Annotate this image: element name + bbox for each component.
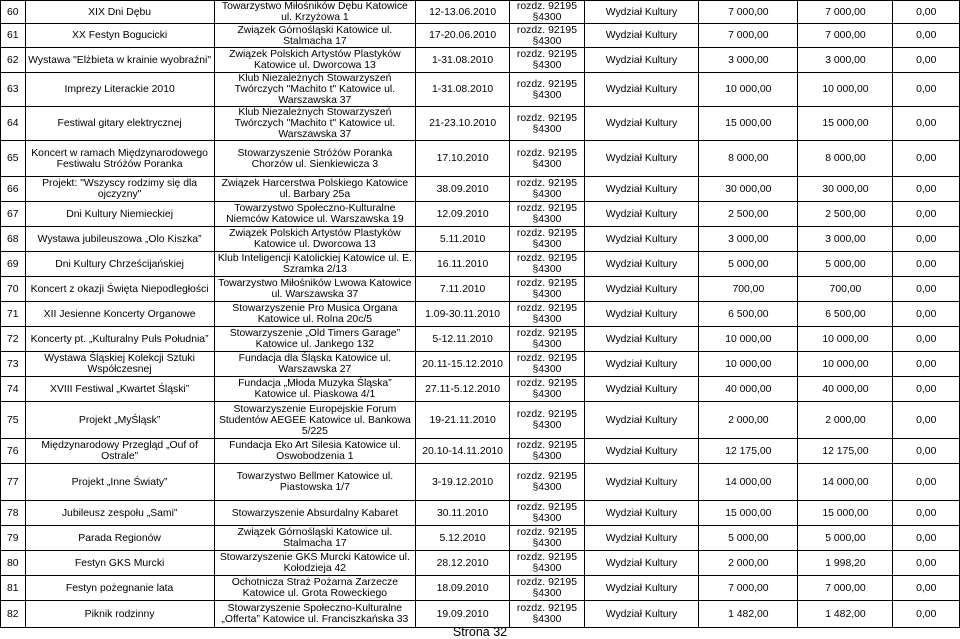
paragraph-code: §4300 xyxy=(532,264,562,275)
department: Wydział Kultury xyxy=(584,202,699,227)
paragraph-code: §4300 xyxy=(532,35,562,47)
organizer: Towarzystwo Bellmer Katowice ul. Piastowska 1/7 xyxy=(214,464,415,501)
grant-amount: 5 000,00 xyxy=(699,252,798,277)
chapter-code: rozdz. 92195 xyxy=(516,303,577,314)
returned-amount: 0,00 xyxy=(893,141,960,177)
chapter-code: rozdz. 92195 xyxy=(516,328,577,339)
organizer: Klub Niezależnych Stowarzyszeń Twórczych "Machito t" Katowice ul. Warszawska 37 xyxy=(214,107,415,141)
table-row xyxy=(1,526,960,551)
table-row xyxy=(1,227,960,252)
paragraph-code: §4300 xyxy=(532,60,562,71)
event-name: XIX Dni Dębu xyxy=(25,1,214,24)
chapter-code: rozdz. 92195 xyxy=(516,49,577,60)
budget-chapter xyxy=(510,352,585,377)
returned-amount: 0,00 xyxy=(893,277,960,302)
event-date: 1.09-30.11.2010 xyxy=(416,302,510,327)
budget-chapter xyxy=(510,1,585,24)
settled-amount: 3 000,00 xyxy=(798,48,893,73)
organizer: Klub Niezależnych Stowarzyszeń Twórczych "Machito t" Katowice ul. Warszawska 37 xyxy=(214,73,415,107)
returned-amount: 0,00 xyxy=(893,377,960,402)
organizer: Fundacja „Młoda Muzyka Śląska” Katowice ul. Piaskowa 4/1 xyxy=(214,377,415,402)
returned-amount: 0,00 xyxy=(893,551,960,576)
paragraph-code: §4300 xyxy=(532,314,562,325)
event-name: Koncert z okazji Święta Niepodległości xyxy=(25,277,214,302)
settled-amount: 7 000,00 xyxy=(798,1,893,24)
budget-chapter xyxy=(510,141,585,177)
settled-amount: 40 000,00 xyxy=(798,377,893,402)
event-name: Koncerty pt. „Kulturalny Puls Południa” xyxy=(25,327,214,352)
event-date: 19.09.2010 xyxy=(416,601,510,628)
grant-amount: 40 000,00 xyxy=(699,377,798,402)
settled-amount: 15 000,00 xyxy=(798,107,893,141)
chapter-code: rozdz. 92195 xyxy=(516,502,577,513)
event-name: XX Festyn Bogucicki xyxy=(25,24,214,48)
event-name: Projekt „Inne Światy” xyxy=(25,464,214,501)
grant-amount: 3 000,00 xyxy=(699,48,798,73)
event-date: 3-19.12.2010 xyxy=(416,464,510,501)
budget-chapter xyxy=(510,576,585,601)
budget-chapter xyxy=(510,464,585,501)
event-date: 21-23.10.2010 xyxy=(416,107,510,141)
organizer: Stowarzyszenie Absurdalny Kabaret xyxy=(214,501,415,526)
department: Wydział Kultury xyxy=(584,551,699,576)
budget-chapter xyxy=(510,24,585,48)
budget-chapter xyxy=(510,601,585,628)
event-date: 5.12.2010 xyxy=(416,526,510,551)
budget-chapter xyxy=(510,327,585,352)
grant-amount: 14 000,00 xyxy=(699,464,798,501)
event-name: Projekt: "Wszyscy rodzimy się dla ojczyzny" xyxy=(25,177,214,202)
department: Wydział Kultury xyxy=(584,352,699,377)
paragraph-code: §4300 xyxy=(532,214,562,225)
table-row xyxy=(1,464,960,501)
organizer: Klub Inteligencji Katolickiej Katowice ul. E. Szramka 2/13 xyxy=(214,252,415,277)
grant-amount: 7 000,00 xyxy=(699,24,798,48)
department: Wydział Kultury xyxy=(584,24,699,48)
event-date: 20.10-14.11.2010 xyxy=(416,439,510,464)
table-row xyxy=(1,302,960,327)
chapter-code: rozdz. 92195 xyxy=(516,603,577,614)
paragraph-code: §4300 xyxy=(532,420,562,431)
settled-amount: 7 000,00 xyxy=(798,576,893,601)
settled-amount: 1 998,20 xyxy=(798,551,893,576)
event-date: 19-21.11.2010 xyxy=(416,402,510,439)
event-name: Dni Kultury Niemieckiej xyxy=(25,202,214,227)
row-number: 62 xyxy=(1,48,26,73)
paragraph-code: §4300 xyxy=(532,538,562,549)
table-row xyxy=(1,24,960,48)
grant-amount: 7 000,00 xyxy=(699,576,798,601)
budget-chapter xyxy=(510,277,585,302)
chapter-code: rozdz. 92195 xyxy=(516,278,577,289)
settled-amount: 2 500,00 xyxy=(798,202,893,227)
department: Wydział Kultury xyxy=(584,48,699,73)
organizer: Związek Harcerstwa Polskiego Katowice ul. Barbary 25a xyxy=(214,177,415,202)
department: Wydział Kultury xyxy=(584,1,699,24)
returned-amount: 0,00 xyxy=(893,601,960,628)
department: Wydział Kultury xyxy=(584,141,699,177)
organizer: Stowarzyszenie Stróżów Poranka Chorzów ul. Sienkiewicza 3 xyxy=(214,141,415,177)
grant-amount: 700,00 xyxy=(699,277,798,302)
settled-amount: 3 000,00 xyxy=(798,227,893,252)
table-row xyxy=(1,1,960,24)
event-name: Dni Kultury Chrześcijańskiej xyxy=(25,252,214,277)
row-number: 65 xyxy=(1,141,26,177)
row-number: 75 xyxy=(1,402,26,439)
table-row xyxy=(1,202,960,227)
grant-amount: 2 000,00 xyxy=(699,402,798,439)
organizer: Towarzystwo Miłośników Dębu Katowice ul. Krzyżowa 1 xyxy=(214,1,415,24)
row-number: 66 xyxy=(1,177,26,202)
settled-amount: 8 000,00 xyxy=(798,141,893,177)
event-date: 17-20.06.2010 xyxy=(416,24,510,48)
grant-amount: 10 000,00 xyxy=(699,352,798,377)
event-date: 12-13.06.2010 xyxy=(416,1,510,24)
table-row xyxy=(1,576,960,601)
table-row xyxy=(1,402,960,439)
table-row xyxy=(1,327,960,352)
organizer: Związek Górnośląski Katowice ul. Stalmacha 17 xyxy=(214,526,415,551)
chapter-code: rozdz. 92195 xyxy=(516,78,577,90)
event-name: Festyn pożegnanie lata xyxy=(25,576,214,601)
table-row xyxy=(1,377,960,402)
returned-amount: 0,00 xyxy=(893,73,960,107)
chapter-code: rozdz. 92195 xyxy=(516,178,577,189)
row-number: 76 xyxy=(1,439,26,464)
paragraph-code: §4300 xyxy=(532,339,562,350)
event-name: Festiwal gitary elektrycznej xyxy=(25,107,214,141)
event-date: 18.09.2010 xyxy=(416,576,510,601)
chapter-code: rozdz. 92195 xyxy=(516,147,577,159)
event-date: 17.10.2010 xyxy=(416,141,510,177)
row-number: 73 xyxy=(1,352,26,377)
event-date: 28.12.2010 xyxy=(416,551,510,576)
settled-amount: 14 000,00 xyxy=(798,464,893,501)
event-name: Międzynarodowy Przegląd „Ouf of Ostrale” xyxy=(25,439,214,464)
budget-chapter xyxy=(510,439,585,464)
organizer: Stowarzyszenie Pro Musica Organa Katowice ul. Rolna 20c/5 xyxy=(214,302,415,327)
grant-amount: 15 000,00 xyxy=(699,107,798,141)
organizer: Związek Polskich Artystów Plastyków Katowice ul. Dworcowa 13 xyxy=(214,48,415,73)
organizer: Fundacja Eko Art Silesia Katowice ul. Oswobodzenia 1 xyxy=(214,439,415,464)
chapter-code: rozdz. 92195 xyxy=(516,228,577,239)
event-date: 5-12.11.2010 xyxy=(416,327,510,352)
event-date: 27.11-5.12.2010 xyxy=(416,377,510,402)
event-name: Festyn GKS Murcki xyxy=(25,551,214,576)
budget-chapter xyxy=(510,501,585,526)
grant-amount: 1 482,00 xyxy=(699,601,798,628)
event-date: 30.11.2010 xyxy=(416,501,510,526)
grant-amount: 2 500,00 xyxy=(699,202,798,227)
grant-amount: 10 000,00 xyxy=(699,73,798,107)
chapter-code: rozdz. 92195 xyxy=(516,440,577,451)
organizer: Stowarzyszenie Europejskie Forum Studentów AEGEE Katowice ul. Bankowa 5/225 xyxy=(214,402,415,439)
department: Wydział Kultury xyxy=(584,227,699,252)
row-number: 69 xyxy=(1,252,26,277)
table-row xyxy=(1,252,960,277)
organizer: Fundacja dla Śląska Katowice ul. Warszawska 27 xyxy=(214,352,415,377)
chapter-code: rozdz. 92195 xyxy=(516,353,577,364)
grant-amount: 3 000,00 xyxy=(699,227,798,252)
department: Wydział Kultury xyxy=(584,177,699,202)
department: Wydział Kultury xyxy=(584,501,699,526)
row-number: 61 xyxy=(1,24,26,48)
returned-amount: 0,00 xyxy=(893,439,960,464)
chapter-code: rozdz. 92195 xyxy=(516,577,577,588)
chapter-code: rozdz. 92195 xyxy=(516,203,577,214)
settled-amount: 30 000,00 xyxy=(798,177,893,202)
budget-chapter xyxy=(510,177,585,202)
chapter-code: rozdz. 92195 xyxy=(516,112,577,124)
chapter-code: rozdz. 92195 xyxy=(516,253,577,264)
event-date: 1-31.08.2010 xyxy=(416,73,510,107)
paragraph-code: §4300 xyxy=(532,289,562,300)
event-name: XVIII Festiwal „Kwartet Śląski” xyxy=(25,377,214,402)
chapter-code: rozdz. 92195 xyxy=(516,552,577,563)
budget-chapter xyxy=(510,227,585,252)
row-number: 60 xyxy=(1,1,26,24)
paragraph-code: §4300 xyxy=(532,89,562,101)
department: Wydział Kultury xyxy=(584,73,699,107)
paragraph-code: §4300 xyxy=(532,158,562,170)
table-row xyxy=(1,439,960,464)
row-number: 64 xyxy=(1,107,26,141)
event-name: Jubileusz zespołu „Sami” xyxy=(25,501,214,526)
settled-amount: 10 000,00 xyxy=(798,352,893,377)
organizer: Towarzystwo Społeczno-Kulturalne Niemców Katowice ul. Warszawska 19 xyxy=(214,202,415,227)
table-row xyxy=(1,48,960,73)
event-name: Wystawa Śląskiej Kolekcji Sztuki Współczesnej xyxy=(25,352,214,377)
paragraph-code: §4300 xyxy=(532,513,562,524)
event-date: 12.09.2010 xyxy=(416,202,510,227)
event-date: 7.11.2010 xyxy=(416,277,510,302)
grant-amount: 7 000,00 xyxy=(699,1,798,24)
table-row xyxy=(1,601,960,628)
table-row xyxy=(1,352,960,377)
grant-amount: 30 000,00 xyxy=(699,177,798,202)
returned-amount: 0,00 xyxy=(893,107,960,141)
event-date: 38.09.2010 xyxy=(416,177,510,202)
event-name: XII Jesienne Koncerty Organowe xyxy=(25,302,214,327)
returned-amount: 0,00 xyxy=(893,48,960,73)
returned-amount: 0,00 xyxy=(893,526,960,551)
department: Wydział Kultury xyxy=(584,402,699,439)
row-number: 71 xyxy=(1,302,26,327)
organizer: Stowarzyszenie GKS Murcki Katowice ul. Kołodzieja 42 xyxy=(214,551,415,576)
returned-amount: 0,00 xyxy=(893,24,960,48)
organizer: Związek Górnośląski Katowice ul. Stalmacha 17 xyxy=(214,24,415,48)
chapter-code: rozdz. 92195 xyxy=(516,1,577,12)
paragraph-code: §4300 xyxy=(532,239,562,250)
event-name: Parada Regionów xyxy=(25,526,214,551)
budget-chapter xyxy=(510,302,585,327)
event-name: Piknik rodzinny xyxy=(25,601,214,628)
event-name: Wystawa "Elżbieta w krainie wyobraźni" xyxy=(25,48,214,73)
returned-amount: 0,00 xyxy=(893,1,960,24)
chapter-code: rozdz. 92195 xyxy=(516,409,577,420)
table-row xyxy=(1,551,960,576)
paragraph-code: §4300 xyxy=(532,563,562,574)
department: Wydział Kultury xyxy=(584,107,699,141)
department: Wydział Kultury xyxy=(584,252,699,277)
row-number: 72 xyxy=(1,327,26,352)
settled-amount: 5 000,00 xyxy=(798,252,893,277)
table-row xyxy=(1,501,960,526)
chapter-code: rozdz. 92195 xyxy=(516,378,577,389)
event-name: Wystawa jubileuszowa „Olo Kiszka” xyxy=(25,227,214,252)
event-name: Imprezy Literackie 2010 xyxy=(25,73,214,107)
department: Wydział Kultury xyxy=(584,302,699,327)
settled-amount: 12 175,00 xyxy=(798,439,893,464)
table-row xyxy=(1,73,960,107)
row-number: 74 xyxy=(1,377,26,402)
department: Wydział Kultury xyxy=(584,327,699,352)
settled-amount: 15 000,00 xyxy=(798,501,893,526)
settled-amount: 10 000,00 xyxy=(798,327,893,352)
department: Wydział Kultury xyxy=(584,576,699,601)
paragraph-code: §4300 xyxy=(532,451,562,462)
row-number: 79 xyxy=(1,526,26,551)
event-date: 20.11-15.12.2010 xyxy=(416,352,510,377)
budget-chapter xyxy=(510,73,585,107)
paragraph-code: §4300 xyxy=(532,482,562,493)
paragraph-code: §4300 xyxy=(532,12,562,23)
row-number: 80 xyxy=(1,551,26,576)
row-number: 78 xyxy=(1,501,26,526)
row-number: 67 xyxy=(1,202,26,227)
chapter-code: rozdz. 92195 xyxy=(516,471,577,482)
row-number: 70 xyxy=(1,277,26,302)
organizer: Stowarzyszenie „Old Timers Garage” Katowice ul. Jankego 132 xyxy=(214,327,415,352)
grant-amount: 5 000,00 xyxy=(699,526,798,551)
table-row xyxy=(1,177,960,202)
event-date: 1-31.08.2010 xyxy=(416,48,510,73)
returned-amount: 0,00 xyxy=(893,177,960,202)
chapter-code: rozdz. 92195 xyxy=(516,24,577,36)
paragraph-code: §4300 xyxy=(532,588,562,599)
grant-amount: 2 000,00 xyxy=(699,551,798,576)
settled-amount: 1 482,00 xyxy=(798,601,893,628)
returned-amount: 0,00 xyxy=(893,302,960,327)
department: Wydział Kultury xyxy=(584,464,699,501)
budget-chapter xyxy=(510,202,585,227)
department: Wydział Kultury xyxy=(584,526,699,551)
budget-chapter xyxy=(510,48,585,73)
budget-chapter xyxy=(510,107,585,141)
department: Wydział Kultury xyxy=(584,277,699,302)
returned-amount: 0,00 xyxy=(893,227,960,252)
event-date: 5.11.2010 xyxy=(416,227,510,252)
returned-amount: 0,00 xyxy=(893,202,960,227)
organizer: Stowarzyszenie Społeczno-Kulturalne „Offerta” Katowice ul. Franciszkańska 33 xyxy=(214,601,415,628)
row-number: 63 xyxy=(1,73,26,107)
department: Wydział Kultury xyxy=(584,439,699,464)
grant-amount: 15 000,00 xyxy=(699,501,798,526)
grant-amount: 10 000,00 xyxy=(699,327,798,352)
paragraph-code: §4300 xyxy=(532,389,562,400)
paragraph-code: §4300 xyxy=(532,123,562,135)
grant-amount: 8 000,00 xyxy=(699,141,798,177)
returned-amount: 0,00 xyxy=(893,327,960,352)
settled-amount: 7 000,00 xyxy=(798,24,893,48)
paragraph-code: §4300 xyxy=(532,614,562,625)
row-number: 68 xyxy=(1,227,26,252)
settled-amount: 2 000,00 xyxy=(798,402,893,439)
department: Wydział Kultury xyxy=(584,377,699,402)
grant-amount: 12 175,00 xyxy=(699,439,798,464)
returned-amount: 0,00 xyxy=(893,252,960,277)
chapter-code: rozdz. 92195 xyxy=(516,527,577,538)
organizer: Związek Polskich Artystów Plastyków Katowice ul. Dworcowa 13 xyxy=(214,227,415,252)
row-number: 82 xyxy=(1,601,26,628)
event-name: Koncert w ramach Międzynarodowego Festiwalu Stróżów Poranka xyxy=(25,141,214,177)
returned-amount: 0,00 xyxy=(893,464,960,501)
grants-table-body xyxy=(1,1,960,628)
page-number: Strona 32 xyxy=(452,625,508,639)
returned-amount: 0,00 xyxy=(893,352,960,377)
settled-amount: 5 000,00 xyxy=(798,526,893,551)
budget-chapter xyxy=(510,252,585,277)
budget-chapter xyxy=(510,551,585,576)
settled-amount: 6 500,00 xyxy=(798,302,893,327)
row-number: 77 xyxy=(1,464,26,501)
returned-amount: 0,00 xyxy=(893,576,960,601)
settled-amount: 10 000,00 xyxy=(798,73,893,107)
returned-amount: 0,00 xyxy=(893,501,960,526)
event-date: 16.11.2010 xyxy=(416,252,510,277)
table-row xyxy=(1,277,960,302)
budget-chapter xyxy=(510,377,585,402)
settled-amount: 700,00 xyxy=(798,277,893,302)
paragraph-code: §4300 xyxy=(532,189,562,200)
table-row xyxy=(1,141,960,177)
organizer: Towarzystwo Miłośników Lwowa Katowice ul. Warszawska 37 xyxy=(214,277,415,302)
budget-chapter xyxy=(510,402,585,439)
returned-amount: 0,00 xyxy=(893,402,960,439)
event-name: Projekt „MyŚląsk” xyxy=(25,402,214,439)
row-number: 81 xyxy=(1,576,26,601)
budget-chapter xyxy=(510,526,585,551)
department: Wydział Kultury xyxy=(584,601,699,628)
paragraph-code: §4300 xyxy=(532,364,562,375)
table-row xyxy=(1,107,960,141)
grant-amount: 6 500,00 xyxy=(699,302,798,327)
organizer: Ochotnicza Straż Pożarna Zarzecze Katowice ul. Grota Roweckiego xyxy=(214,576,415,601)
